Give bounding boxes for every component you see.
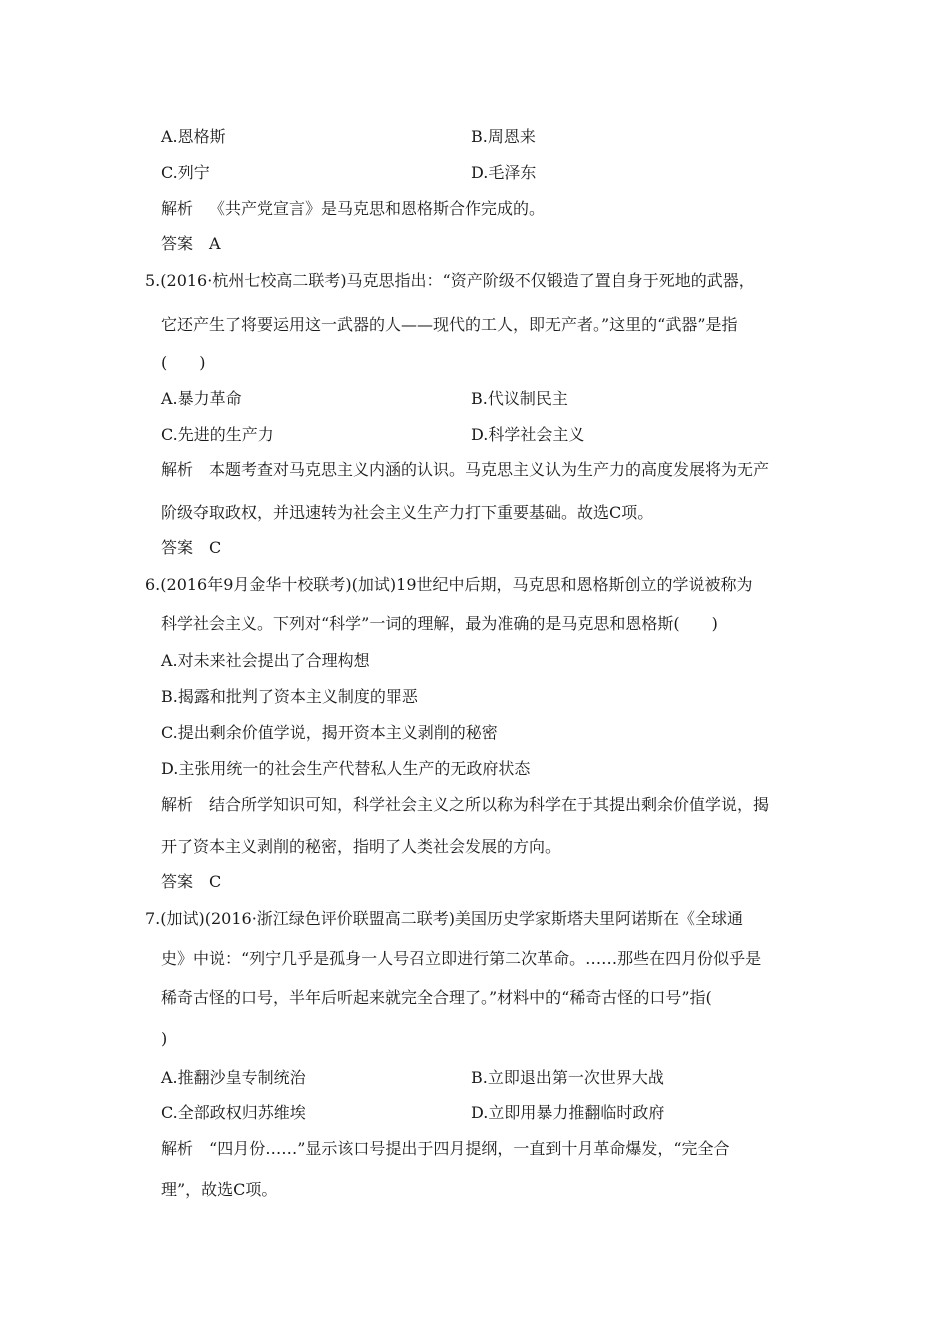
q5-analysis: [161, 459, 769, 481]
q6-stem-line-1: 6.(2016年9月金华十校联考)(加试)19世纪中后期，马克思和恩格斯创立的学说被称为: [145, 575, 753, 594]
q6-answer: [161, 871, 221, 893]
answer-value: A: [209, 234, 221, 253]
answer-value: C: [209, 872, 222, 891]
analysis-text: 结合所学知识可知，科学社会主义之所以称为科学在于其提出剩余价值学说，揭: [209, 795, 770, 814]
q5-stem-line-2: 它还产生了将要运用这一武器的人——现代的工人，即无产者。”这里的“武器”是指: [161, 315, 738, 334]
q5-stem-line-3: ( ): [161, 353, 206, 372]
analysis-text: 本题考查对马克思主义内涵的认识。马克思主义认为生产力的高度发展将为无产: [209, 460, 770, 479]
answer-label: 答案: [161, 538, 194, 557]
analysis-label: 解析: [161, 795, 194, 814]
q5-analysis-line-2: 阶级夺取政权，并迅速转为社会主义生产力打下重要基础。故选C项。: [161, 503, 654, 522]
q5-stem-line-1: 5.(2016·杭州七校高二联考)马克思指出：“资产阶级不仅锻造了置自身于死地的武器，: [145, 271, 755, 290]
q4-option-b: B.周恩来: [471, 127, 536, 146]
q7-option-b: B.立即退出第一次世界大战: [471, 1068, 664, 1087]
q5-option-b: B.代议制民主: [471, 389, 568, 408]
analysis-text: “四月份……”显示该口号提出于四月提纲，一直到十月革命爆发，“完全合: [209, 1139, 730, 1158]
q6-option-a: A.对未来社会提出了合理构想: [161, 651, 370, 670]
analysis-text: 《共产党宣言》是马克思和恩格斯合作完成的。: [209, 199, 546, 218]
q6-analysis: [161, 794, 769, 816]
q7-stem-line-3: 稀奇古怪的口号，半年后听起来就完全合理了。”材料中的“稀奇古怪的口号”指(: [161, 988, 712, 1007]
analysis-label: 解析: [161, 460, 194, 479]
analysis-label: 解析: [161, 1139, 194, 1158]
q7-stem-line-2: 史》中说：“列宁几乎是孤身一人号召立即进行第二次革命。……那些在四月份似乎是: [161, 949, 762, 968]
q6-analysis-line-2: 开了资本主义剥削的秘密，指明了人类社会发展的方向。: [161, 837, 562, 856]
answer-label: 答案: [161, 234, 194, 253]
q4-analysis: [161, 198, 545, 220]
answer-label: 答案: [161, 872, 194, 891]
q7-option-a: A.推翻沙皇专制统治: [161, 1068, 306, 1087]
q5-option-c: C.先进的生产力: [161, 425, 274, 444]
q4-answer: [161, 233, 221, 255]
q6-stem-line-2: 科学社会主义。下列对“科学”一词的理解，最为准确的是马克思和恩格斯( ): [161, 614, 718, 633]
q7-stem-line-4: ): [161, 1029, 168, 1048]
q7-analysis: [161, 1138, 730, 1160]
q5-option-d: D.科学社会主义: [471, 425, 585, 444]
q4-option-a: A.恩格斯: [161, 127, 226, 146]
q6-option-c: C.提出剩余价值学说，揭开资本主义剥削的秘密: [161, 723, 498, 742]
q6-option-d: D.主张用统一的社会生产代替私人生产的无政府状态: [161, 759, 531, 778]
q7-stem-line-1: 7.(加试)(2016·浙江绿色评价联盟高二联考)美国历史学家斯塔夫里阿诺斯在《全球通: [145, 909, 744, 928]
q5-option-a: A.暴力革命: [161, 389, 242, 408]
answer-value: C: [209, 538, 222, 557]
q6-option-b: B.揭露和批判了资本主义制度的罪恶: [161, 687, 418, 706]
analysis-label: 解析: [161, 199, 194, 218]
q7-analysis-line-2: 理”，故选C项。: [161, 1180, 278, 1199]
q7-option-d: D.立即用暴力推翻临时政府: [471, 1103, 665, 1122]
q5-answer: [161, 537, 221, 559]
q4-option-d: D.毛泽东: [471, 163, 537, 182]
q4-option-c: C.列宁: [161, 163, 210, 182]
q7-option-c: C.全部政权归苏维埃: [161, 1103, 306, 1122]
